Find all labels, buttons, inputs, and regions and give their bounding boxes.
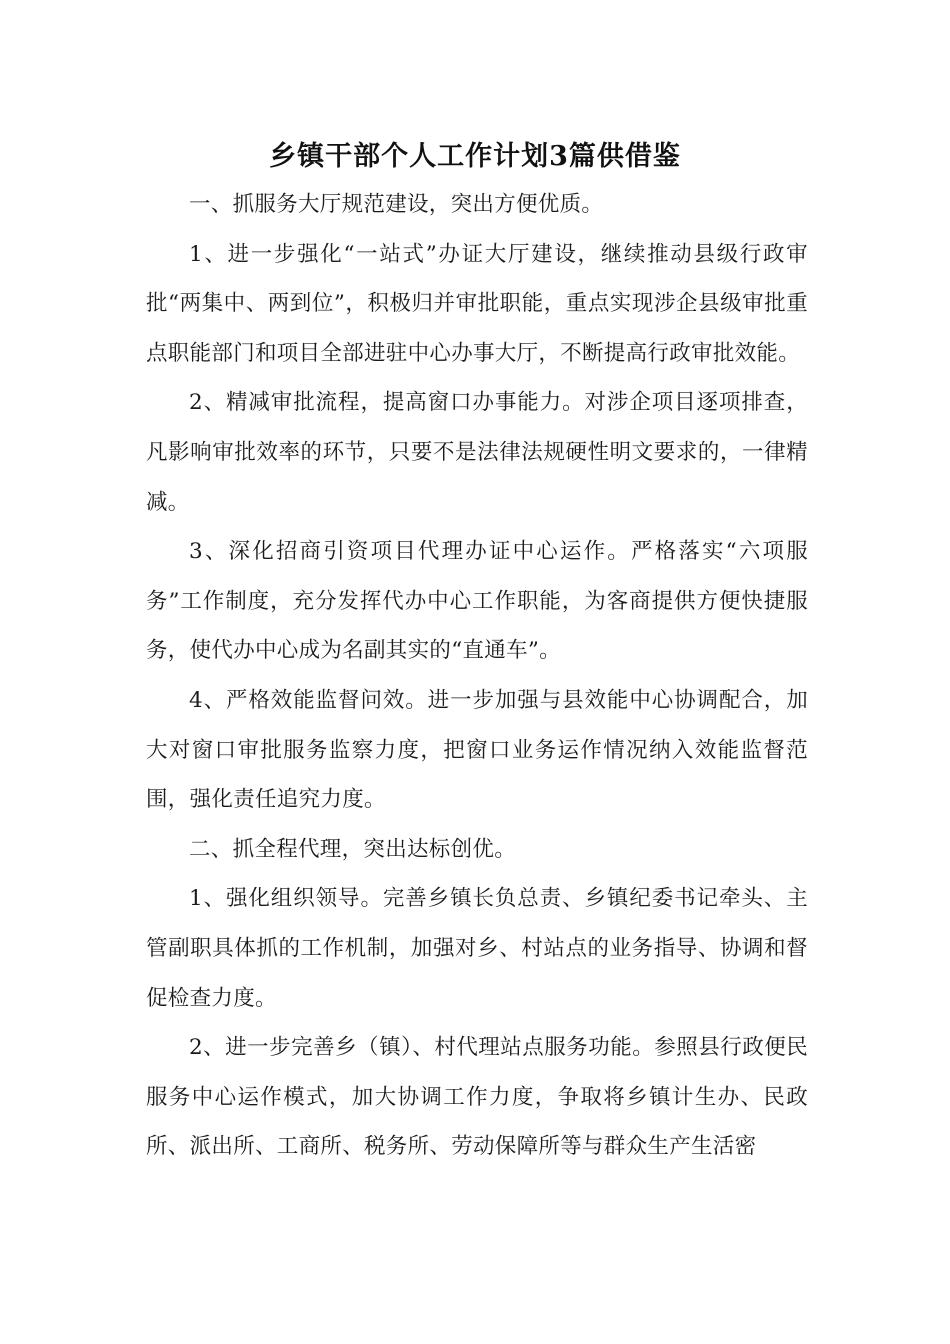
paragraph-2: 2、精减审批流程，提高窗口办事能力。对涉企项目逐项排查，凡影响审批效率的环节，只要不是法律法规硬性明文要求的，一律精减。	[146, 390, 808, 515]
section-heading-1: 一、抓服务大厅规范建设，突出方便优质。	[189, 192, 604, 217]
paragraph-5: 1、强化组织领导。完善乡镇长负总责、乡镇纪委书记牵头、主管副职具体抓的工作机制，加强对乡、村站点的业务指导、协调和督促检查力度。	[146, 886, 808, 1011]
paragraph-3: 3、深化招商引资项目代理办证中心运作。严格落实“六项服务”工作制度，充分发挥代办中心工作职能，为客商提供方便快捷服务，使代办中心成为名副其实的“直通车”。	[146, 539, 808, 664]
paragraph-4: 4、严格效能监督问效。进一步加强与县效能中心协调配合，加大对窗口审批服务监察力度，把窗口业务运作情况纳入效能监督范围，强化责任追究力度。	[146, 687, 808, 813]
paragraph-6: 2、进一步完善乡（镇）、村代理站点服务功能。参照县行政便民服务中心运作模式，加大协调工作力度，争取将乡镇计生办、民政所、派出所、工商所、税务所、劳动保障所等与群众生产生活密	[146, 1035, 808, 1160]
paragraph-1: 1、进一步强化“一站式”办证大厅建设，继续推动县级行政审批“两集中、两到位”，积极归并审批职能，重点实现涉企县级审批重点职能部门和项目全部进驻中心办事大厅，不断提高行政审批效能。	[146, 241, 808, 366]
document-body	[146, 180, 808, 1172]
section-heading-2: 二、抓全程代理，突出达标创优。	[189, 836, 517, 862]
document-title: 乡镇干部个人工作计划3篇供借鉴	[269, 141, 681, 172]
